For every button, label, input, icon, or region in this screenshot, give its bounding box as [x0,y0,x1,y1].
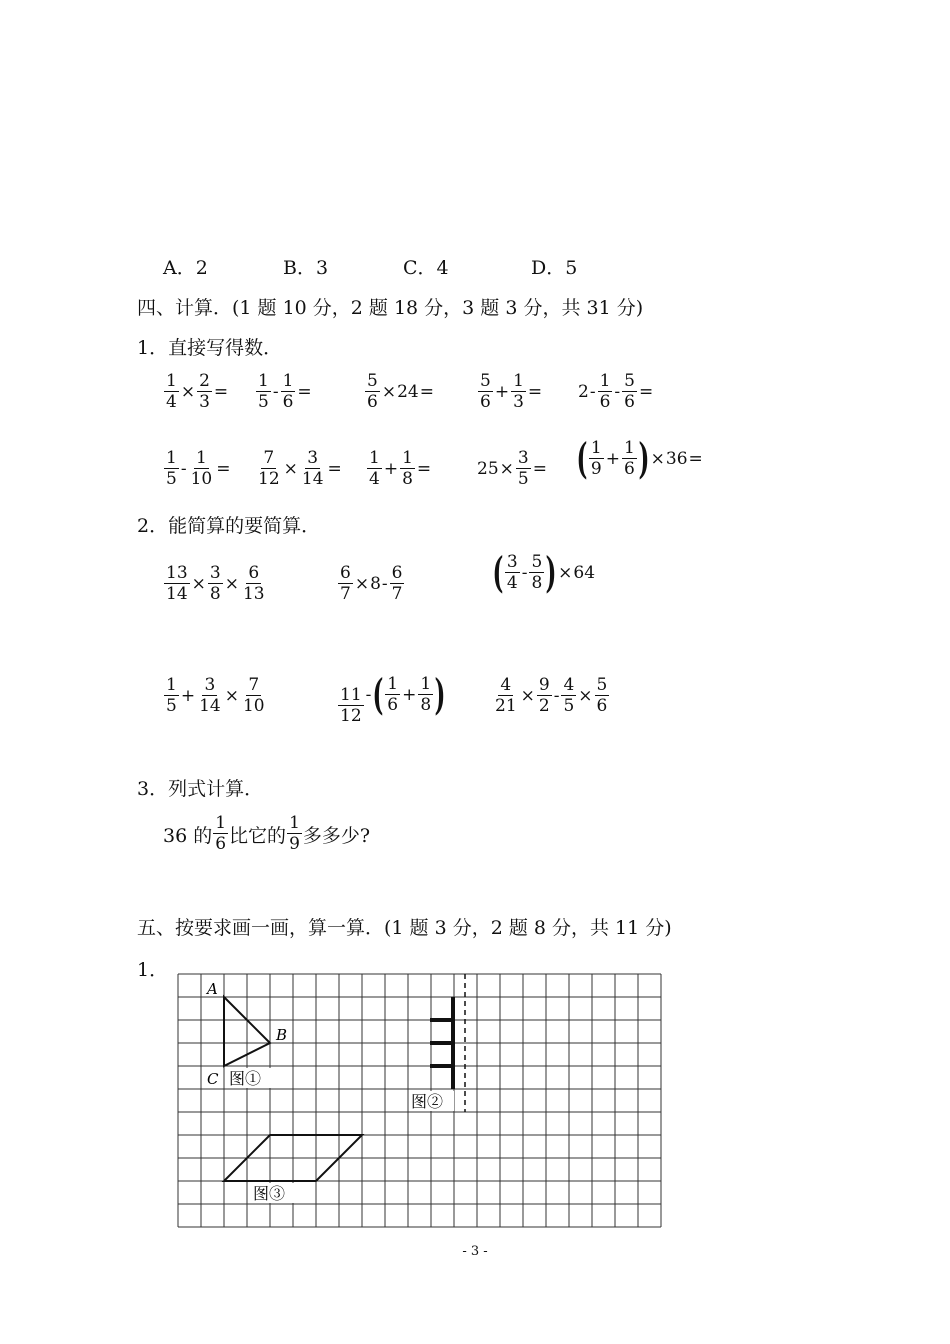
q1-expr-1: $\frac{1}{4}$ × $\frac{2}{3}$ = [166,371,229,412]
s5-q1-label: 1． [137,959,169,981]
q1-expr-7: $\frac{7}{12}$ × $\frac{3}{14}$ = [258,448,342,489]
fig3-label: 图③ [253,1184,286,1203]
option-d: D．5 [531,257,578,279]
fig1-label: 图① [229,1069,262,1088]
q2-title: 2．能简算的要简算． [137,515,321,537]
q2-expr-3: ( $\frac{3}{4}$ - $\frac{5}{8}$ ) × 64 [492,548,596,597]
label-c: C [207,1070,219,1088]
q1-expr-5: 2 - $\frac{1}{6}$ - $\frac{5}{6}$ = [578,371,654,412]
q2-expr-2: $\frac{6}{7}$ × 8 - $\frac{6}{7}$ [340,563,403,604]
q1-expr-9: 25 × $\frac{3}{5}$ = [477,448,547,489]
q1-expr-4: $\frac{5}{6}$ + $\frac{1}{3}$ = [480,371,543,412]
label-b: B [276,1026,288,1044]
q1-expr-10: ( $\frac{1}{9}$ + $\frac{1}{6}$ ) × 36 = [576,434,703,483]
fig2-label: 图② [411,1092,444,1111]
section5-heading: 五、按要求画一画，算一算．(1 题 3 分，2 题 8 分，共 11 分) [137,917,672,939]
q1-expr-6: $\frac{1}{5}$ - $\frac{1}{10}$ = [166,448,231,489]
section4-heading: 四、计算．(1 题 10 分，2 题 18 分，3 题 3 分，共 31 分) [137,297,644,319]
q3-question: 36 的 $\frac{1}{6}$ 比它的 $\frac{1}{9}$ 多多少? [163,813,371,854]
q3-title: 3．列式计算． [137,778,264,800]
q1-expr-8: $\frac{1}{4}$ + $\frac{1}{8}$ = [369,448,432,489]
q1-expr-3: $\frac{5}{6}$ × 24 = [367,371,434,412]
option-a: A．2 [163,257,208,279]
page-number: - 3 - [462,1244,488,1259]
q2-expr-1: $\frac{13}{14}$ × $\frac{3}{8}$ × $\frac{6}{13}$ [166,563,265,604]
q1-expr-2: $\frac{1}{5}$ - $\frac{1}{6}$ = [258,371,312,412]
q2-expr-6: $\frac{4}{21}$ × $\frac{9}{2}$ - $\frac{4}{5}$ × $\frac{5}{6}$ [495,675,608,716]
option-c: C．4 [403,257,449,279]
q1-title: 1．直接写得数． [137,337,283,359]
option-b: B．3 [283,257,329,279]
comb-figure [430,997,453,1089]
label-a: A [207,980,218,998]
q2-expr-4: $\frac{1}{5}$ + $\frac{3}{14}$ × $\frac{7}{10}$ [166,675,265,716]
q2-expr-5: $\frac{11}{12}$ - ( $\frac{1}{6}$ + $\frac{1}{8}$ ) [340,670,446,726]
